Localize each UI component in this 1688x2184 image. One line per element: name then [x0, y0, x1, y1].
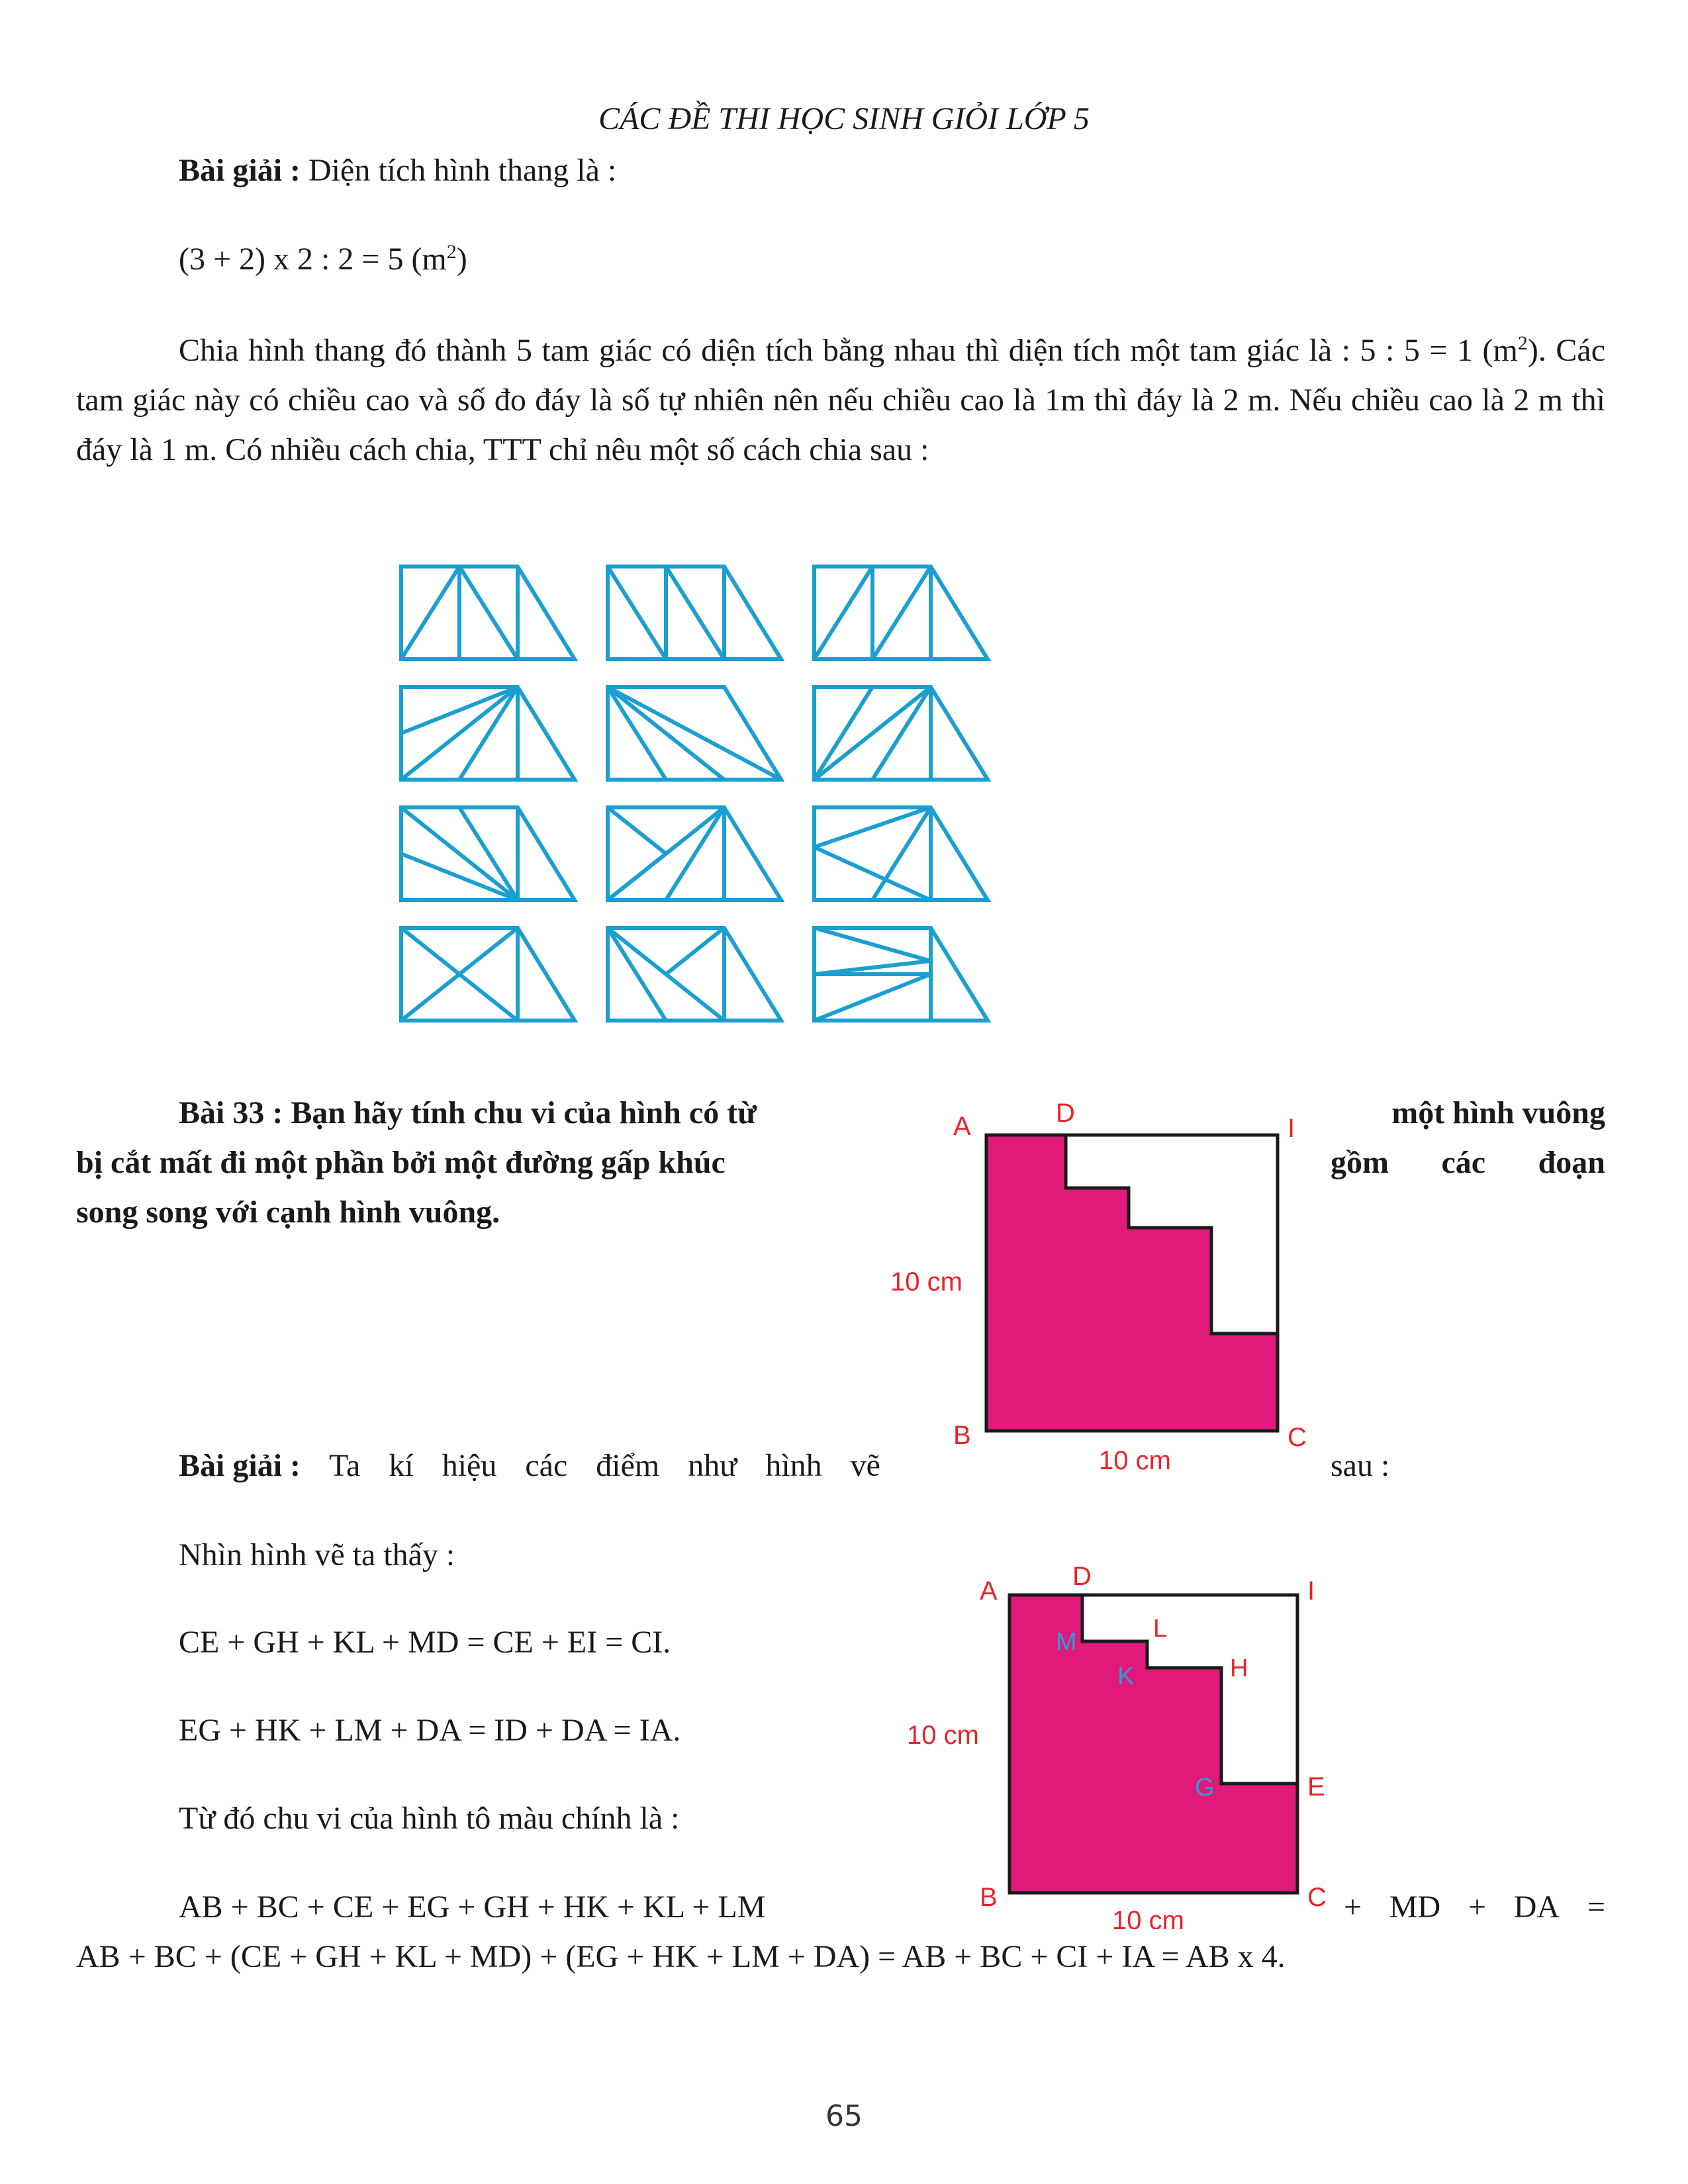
label-a: A	[953, 1112, 971, 1141]
solution-intro-text: Diện tích hình thang là :	[301, 153, 617, 188]
label-side-bottom: 10 cm	[1112, 1906, 1184, 1929]
page-number: 65	[825, 2099, 863, 2133]
formula-superscript: 2	[446, 241, 457, 263]
trapezoid-variant-4	[401, 687, 575, 780]
symbol: +	[1468, 1889, 1487, 1925]
word: vẽ	[850, 1448, 880, 1483]
perimeter-intro: Từ đó chu vi của hình tô màu chính là :	[179, 1801, 680, 1836]
word: đoạn	[1538, 1145, 1605, 1180]
label-b: B	[953, 1421, 971, 1450]
trapezoid-variant-8	[608, 807, 781, 900]
formula-end: )	[456, 242, 467, 277]
trapezoid-division-grid	[391, 556, 1006, 1032]
label-m: M	[1056, 1628, 1077, 1656]
problem-33-line-3: song song với cạnh hình vuông.	[76, 1195, 500, 1230]
label-k: K	[1117, 1662, 1135, 1690]
equation-2: EG + HK + LM + DA = ID + DA = IA.	[179, 1713, 681, 1748]
word: gồm	[1331, 1145, 1389, 1180]
label-d: D	[1056, 1099, 1075, 1128]
word: các	[525, 1448, 568, 1483]
symbol: +	[1344, 1889, 1362, 1925]
problem-33-line-2: bị cắt mất đi một phần bởi một đường gấp khúc	[76, 1145, 726, 1180]
final-equation-left: AB + BC + CE + EG + GH + HK + KL + LM	[179, 1889, 766, 1925]
solution-1-intro	[179, 151, 616, 191]
label-g: G	[1195, 1774, 1215, 1801]
term: DA	[1513, 1889, 1560, 1925]
page-header-title: CÁC ĐỀ THI HỌC SINH GIỎI LỚP 5	[598, 101, 1090, 136]
symbol: =	[1587, 1889, 1605, 1925]
formula-main: (3 + 2) x 2 : 2 = 5 (m	[179, 242, 447, 277]
paragraph-part-2: ). Các tam giác này có chiều cao và số đo đáy là số tự nhiên nên nếu chiều cao là 1m thì đáy là 2 m. Nếu chiều cao là 2 m thì đáy là 1 m. Có nhiều cách chia, TTT chỉ nêu một số cách chia sau :	[76, 333, 1606, 467]
label-c: C	[1288, 1423, 1307, 1452]
label-h: H	[1230, 1655, 1248, 1682]
label-side-left: 10 cm	[890, 1267, 962, 1297]
word: các	[1441, 1145, 1486, 1180]
label-a: A	[980, 1576, 998, 1606]
word: Ta	[329, 1448, 361, 1483]
final-equation-right	[1344, 1888, 1605, 1927]
paragraph-superscript: 2	[1517, 332, 1528, 354]
shaded-region	[986, 1135, 1278, 1431]
problem-33-right-line-1: một hình vuông	[1391, 1095, 1605, 1130]
word: hình	[765, 1448, 822, 1483]
trapezoid-variant-9	[814, 807, 988, 900]
paragraph-part-1: Chia hình thang đó thành 5 tam giác có diện tích bằng nhau thì diện tích một tam giác là : 5 : 5 = 1 (m	[179, 333, 1518, 368]
label-i: I	[1307, 1576, 1315, 1606]
cut-square-figure-1	[887, 1085, 1350, 1482]
label-i: I	[1288, 1114, 1295, 1143]
word: điểm	[596, 1448, 660, 1483]
trapezoid-variant-6	[814, 687, 988, 780]
label-side-left: 10 cm	[907, 1721, 979, 1750]
trapezoid-variant-1	[401, 567, 575, 659]
label-side-bottom: 10 cm	[1099, 1446, 1171, 1475]
label-d: D	[1072, 1562, 1092, 1591]
word: hiệu	[442, 1448, 497, 1483]
trapezoid-variant-7	[401, 807, 575, 900]
label-e: E	[1307, 1772, 1325, 1801]
trapezoid-variant-10	[401, 928, 575, 1021]
cut-square-figure-2	[907, 1559, 1344, 1929]
division-explanation-paragraph	[76, 326, 1605, 475]
area-formula	[179, 240, 467, 279]
solution-label: Bài giải :	[179, 153, 301, 188]
problem-33-line-1: Bài 33 : Bạn hãy tính chu vi của hình có từ	[179, 1095, 757, 1130]
label-l: L	[1153, 1615, 1168, 1643]
word: như	[688, 1448, 737, 1483]
label-c: C	[1307, 1883, 1327, 1912]
trapezoid-variant-3	[814, 567, 988, 659]
trapezoid-variant-5	[608, 687, 781, 780]
trapezoid-variant-11	[608, 928, 781, 1021]
problem-33-right-line-2	[1331, 1143, 1605, 1183]
look-at-figure-text: Nhìn hình vẽ ta thấy :	[179, 1537, 455, 1572]
final-equation-line-2: AB + BC + (CE + GH + KL + MD) + (EG + HK + LM + DA) = AB + BC + CI + IA = AB x 4.	[76, 1939, 1286, 1974]
solution-33-intro-right: sau :	[1331, 1448, 1390, 1483]
solution-label: Bài giải :	[179, 1448, 301, 1483]
word: kí	[389, 1448, 414, 1483]
trapezoid-variant-12	[814, 928, 988, 1021]
trapezoid-variant-2	[608, 567, 781, 659]
label-b: B	[980, 1883, 998, 1912]
term: MD	[1389, 1889, 1441, 1925]
equation-1: CE + GH + KL + MD = CE + EI = CI.	[179, 1625, 671, 1660]
solution-33-intro-left	[179, 1446, 880, 1486]
